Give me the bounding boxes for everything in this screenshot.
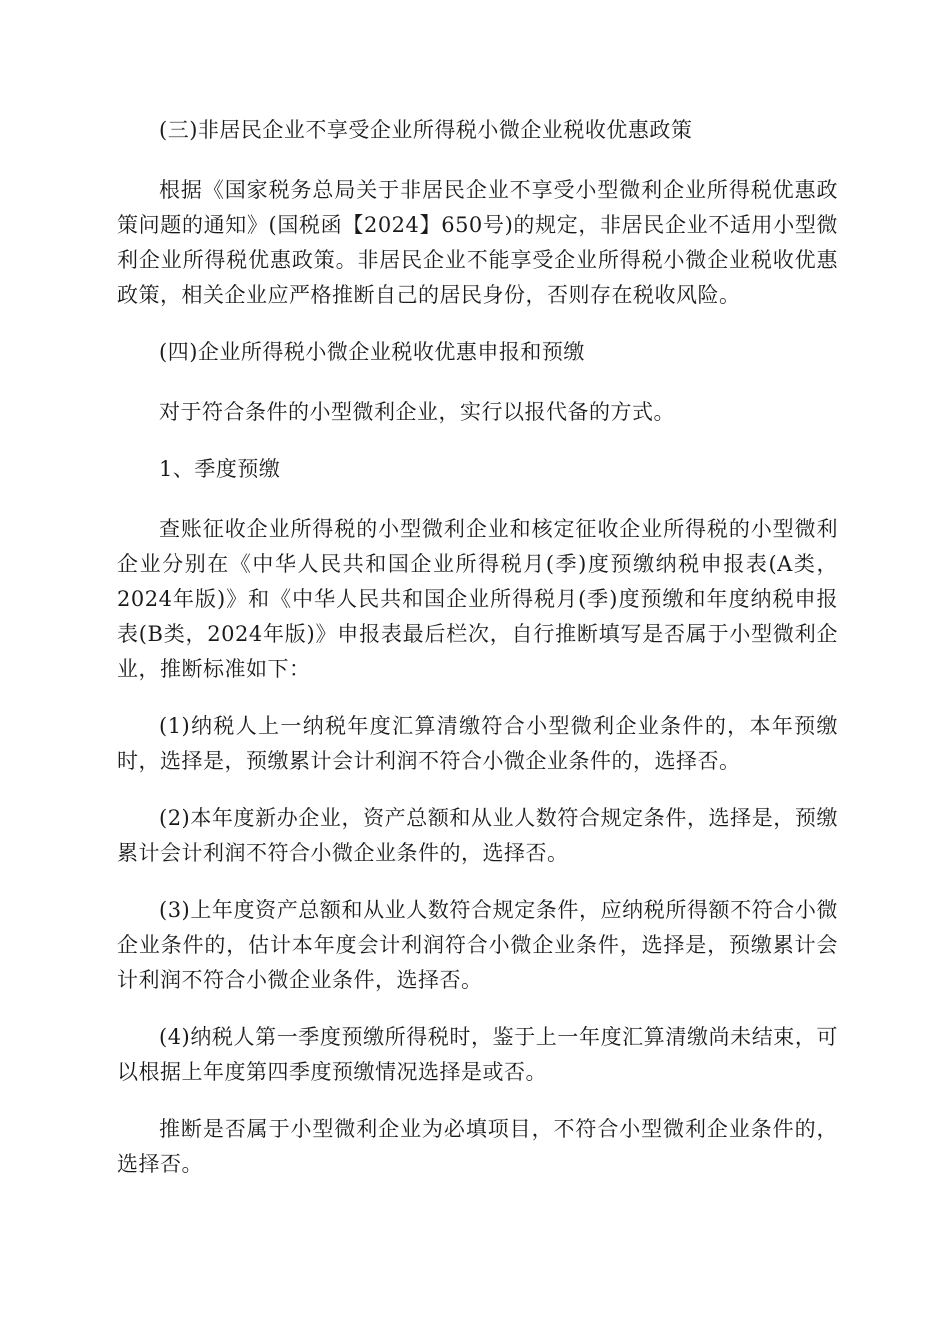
criteria-item-1: (1)纳税人上一纳税年度汇算清缴符合小型微利企业条件的，本年预缴时，选择是，预缴累计会计利润不符合小微企业条件的，选择否。 [117, 714, 838, 773]
criteria-item-4: (4)纳税人第一季度预缴所得税时，鉴于上一年度汇算清缴尚未结束，可以根据上年度第四季度预缴情况选择是或否。 [117, 1025, 838, 1084]
criteria-item-2: (2)本年度新办企业，资产总额和从业人数符合规定条件，选择是，预缴累计会计利润不符合小微企业条件的，选择否。 [117, 806, 838, 865]
paragraph-non-resident-policy: 根据《国家税务总局关于非居民企业不享受小型微利企业所得税优惠政策问题的通知》(国税函【2024】650号)的规定，非居民企业不适用小型微利企业所得税优惠政策。非居民企业不能享受企业所得税小微企业税收优惠政策，相关企业应严格推断自己的居民身份，否则存在税收风险。 [117, 178, 838, 307]
section-heading-declaration: (四)企业所得税小微企业税收优惠申报和预缴 [159, 340, 585, 364]
paragraph-report-in-lieu: 对于符合条件的小型微利企业，实行以报代备的方式。 [159, 400, 675, 424]
section-heading-non-resident: (三)非居民企业不享受企业所得税小微企业税收优惠政策 [159, 118, 693, 142]
criteria-item-3: (3)上年度资产总额和从业人数符合规定条件，应纳税所得额不符合小微企业条件的，估计本年度会计利润符合小微企业条件，选择是，预缴累计会计利润不符合小微企业条件，选择否。 [117, 898, 838, 992]
paragraph-declaration-forms: 查账征收企业所得税的小型微利企业和核定征收企业所得税的小型微利企业分别在《中华人民共和国企业所得税月(季)度预缴纳税申报表(A类，2024年版)》和《中华人民共和国企业所得税月(季)度预缴和年度纳税申报表(B类，2024年版)》申报表最后栏次，自行推断填写是否属于小型微利企业，推断标准如下： [117, 517, 838, 681]
subheading-quarterly-prepayment: 1、季度预缴 [159, 457, 281, 481]
paragraph-mandatory-item: 推断是否属于小型微利企业为必填项目，不符合小型微利企业条件的，选择否。 [117, 1117, 838, 1176]
